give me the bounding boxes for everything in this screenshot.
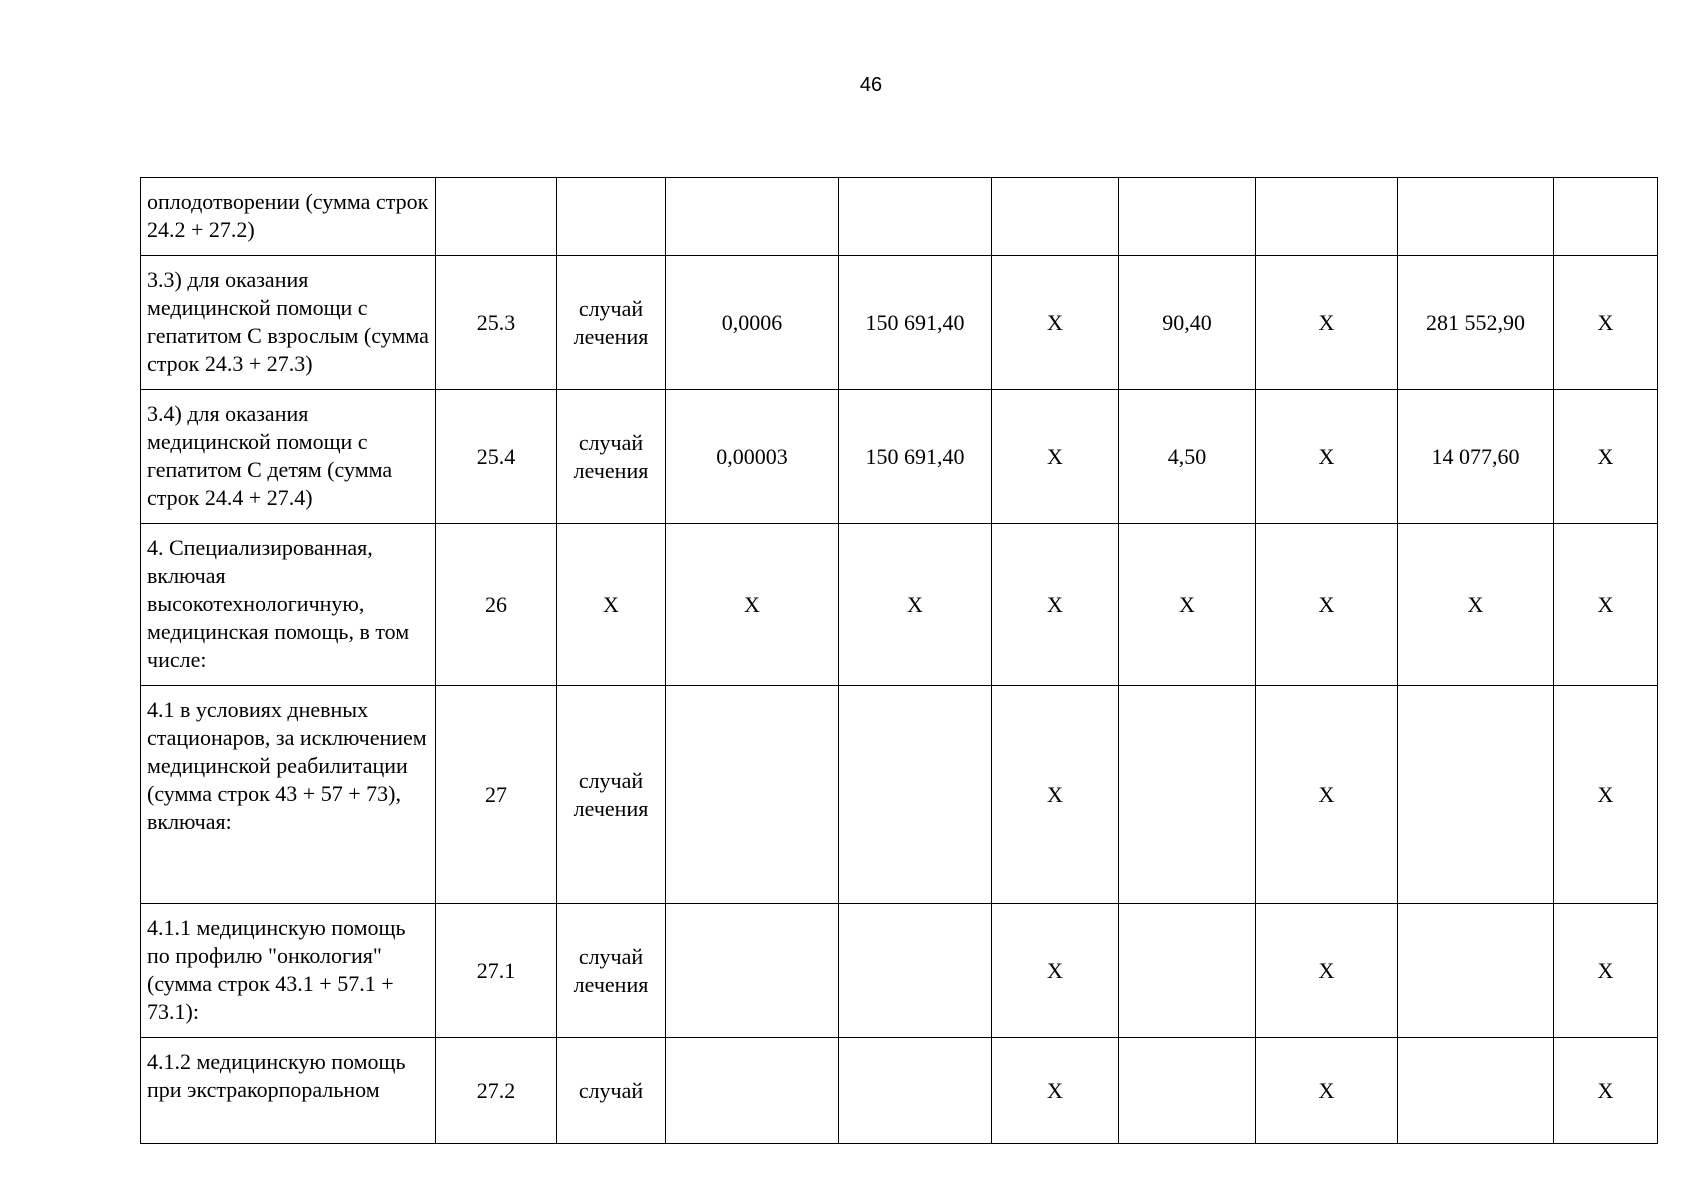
table-cell: X bbox=[1256, 256, 1398, 390]
table-cell: X bbox=[1554, 390, 1658, 524]
table-cell: X bbox=[1119, 524, 1256, 686]
table-cell bbox=[1119, 904, 1256, 1038]
table-cell: X bbox=[666, 524, 839, 686]
table-cell: X bbox=[839, 524, 992, 686]
row-label: 4.1.2 медицинскую помощь при экстракорпоральном bbox=[141, 1038, 436, 1144]
table-cell bbox=[1398, 1038, 1554, 1144]
row-label: 3.4) для оказания медицинской помощи с гепатитом С детям (сумма строк 24.4 + 27.4) bbox=[141, 390, 436, 524]
table-cell: 0,0006 bbox=[666, 256, 839, 390]
table-cell: X bbox=[992, 904, 1119, 1038]
table-cell: 14 077,60 bbox=[1398, 390, 1554, 524]
table-cell: 150 691,40 bbox=[839, 256, 992, 390]
row-label: оплодотворении (сумма строк 24.2 + 27.2) bbox=[141, 178, 436, 256]
table-row bbox=[141, 1038, 1658, 1144]
table-cell: X bbox=[1256, 1038, 1398, 1144]
data-table bbox=[140, 177, 1658, 1144]
table-cell: X bbox=[1554, 1038, 1658, 1144]
table-cell: X bbox=[1554, 686, 1658, 904]
table-row bbox=[141, 524, 1658, 686]
table-cell: X bbox=[1256, 904, 1398, 1038]
table-cell bbox=[1256, 178, 1398, 256]
table-cell: случай bbox=[557, 1038, 666, 1144]
table-cell: 25.4 bbox=[436, 390, 557, 524]
row-label: 4.1.1 медицинскую помощь по профилю "онкология" (сумма строк 43.1 + 57.1 + 73.1): bbox=[141, 904, 436, 1038]
table-cell: X bbox=[992, 686, 1119, 904]
table-row bbox=[141, 686, 1658, 904]
table-row bbox=[141, 256, 1658, 390]
table-cell bbox=[992, 178, 1119, 256]
table-cell bbox=[1398, 178, 1554, 256]
table-cell: X bbox=[992, 256, 1119, 390]
table-cell: X bbox=[992, 524, 1119, 686]
table-row bbox=[141, 178, 1658, 256]
table-cell bbox=[1119, 178, 1256, 256]
table-cell bbox=[1554, 178, 1658, 256]
table-cell bbox=[839, 1038, 992, 1144]
table-cell bbox=[1119, 1038, 1256, 1144]
table-cell: случай лечения bbox=[557, 256, 666, 390]
table-cell: 27.2 bbox=[436, 1038, 557, 1144]
table-cell bbox=[557, 178, 666, 256]
table-cell bbox=[839, 178, 992, 256]
table-cell bbox=[666, 1038, 839, 1144]
table-cell bbox=[436, 178, 557, 256]
table-cell: X bbox=[1554, 904, 1658, 1038]
table-cell bbox=[839, 904, 992, 1038]
table-cell: 4,50 bbox=[1119, 390, 1256, 524]
table-cell: случай лечения bbox=[557, 904, 666, 1038]
table-cell: X bbox=[992, 1038, 1119, 1144]
table-cell bbox=[666, 904, 839, 1038]
table-cell: 281 552,90 bbox=[1398, 256, 1554, 390]
table-cell: X bbox=[1554, 256, 1658, 390]
table-cell bbox=[666, 686, 839, 904]
table-cell bbox=[666, 178, 839, 256]
row-label: 3.3) для оказания медицинской помощи с гепатитом С взрослым (сумма строк 24.3 + 27.3) bbox=[141, 256, 436, 390]
table-cell bbox=[1398, 904, 1554, 1038]
table-cell: 26 bbox=[436, 524, 557, 686]
table-cell: 25.3 bbox=[436, 256, 557, 390]
table-cell: 27.1 bbox=[436, 904, 557, 1038]
table-cell: X bbox=[1256, 390, 1398, 524]
table-cell: X bbox=[1554, 524, 1658, 686]
page-number: 46 bbox=[859, 74, 883, 96]
table-cell: X bbox=[1398, 524, 1554, 686]
table-cell: 150 691,40 bbox=[839, 390, 992, 524]
table-row bbox=[141, 390, 1658, 524]
table-cell bbox=[1398, 686, 1554, 904]
table-cell: 27 bbox=[436, 686, 557, 904]
row-label: 4. Специализированная, включая высокотехнологичную, медицинская помощь, в том числе: bbox=[141, 524, 436, 686]
table-cell: случай лечения bbox=[557, 686, 666, 904]
table-cell bbox=[1119, 686, 1256, 904]
table-cell: 0,00003 bbox=[666, 390, 839, 524]
table-cell: X bbox=[1256, 524, 1398, 686]
table-cell: случай лечения bbox=[557, 390, 666, 524]
table-cell: 90,40 bbox=[1119, 256, 1256, 390]
table-cell bbox=[839, 686, 992, 904]
table-cell: X bbox=[1256, 686, 1398, 904]
table-cell: X bbox=[992, 390, 1119, 524]
table-cell: X bbox=[557, 524, 666, 686]
table-row bbox=[141, 904, 1658, 1038]
row-label: 4.1 в условиях дневных стационаров, за исключением медицинской реабилитации (сумма строк 43 + 57 + 73), включая: bbox=[141, 686, 436, 904]
